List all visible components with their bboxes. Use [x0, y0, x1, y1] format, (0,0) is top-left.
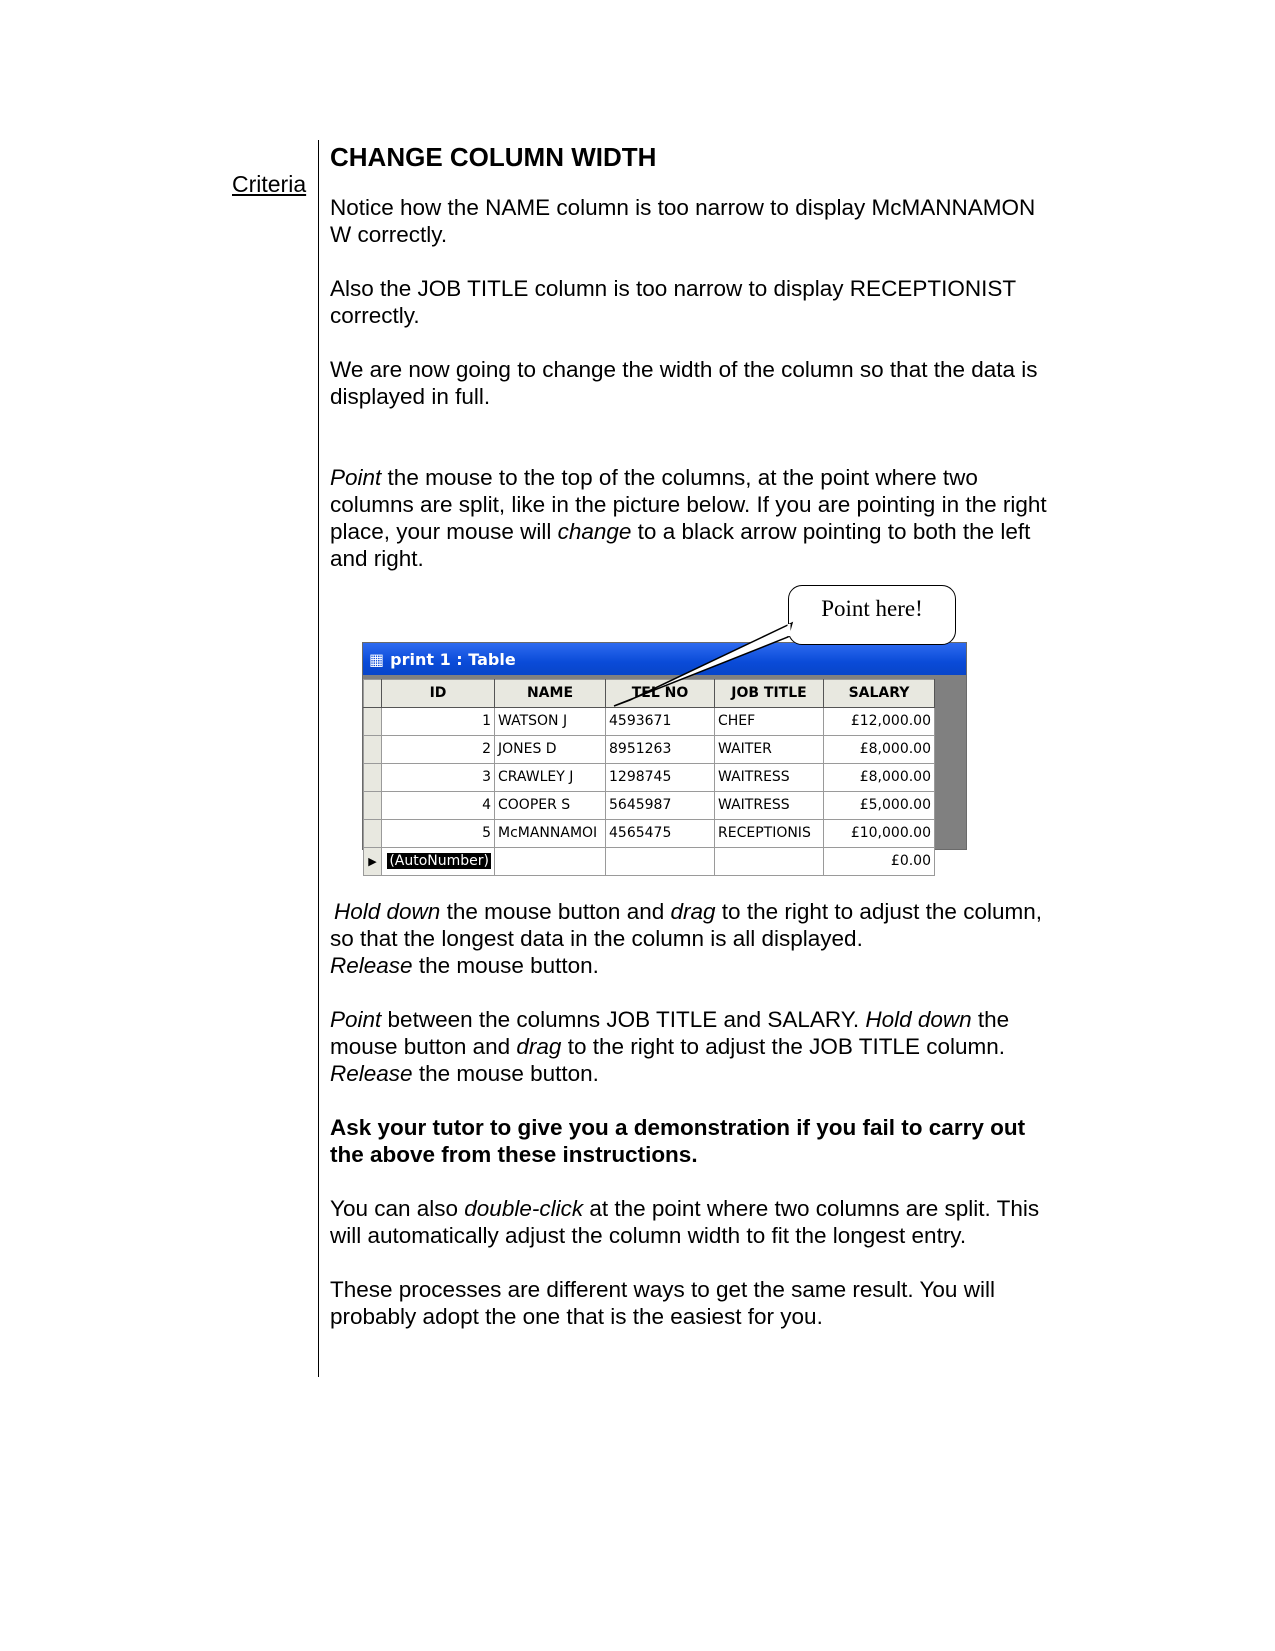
- table-screenshot-figure: [330, 580, 1050, 870]
- column-header-tel-no[interactable]: TEL NO: [606, 680, 715, 708]
- paragraph-job-title-column: Also the JOB TITLE column is too narrow to display RECEPTIONIST correctly.: [330, 276, 1016, 328]
- paragraph-job-title-salary: Point between the columns JOB TITLE and SALARY. Hold down the mouse button and drag to the right to adjust the JOB TITLE column. Release the mouse button.: [330, 1007, 1010, 1086]
- paragraph-change-width: We are now going to change the width of the column so that the data is displayed in full.: [330, 357, 1038, 409]
- cell-id[interactable]: 3: [382, 764, 495, 792]
- cell-salary[interactable]: £5,000.00: [824, 792, 935, 820]
- cell-name[interactable]: JONES D: [495, 736, 606, 764]
- cell-tel-no[interactable]: 4593671: [606, 708, 715, 736]
- paragraph-name-column: Notice how the NAME column is too narrow to display McMANNAMON W correctly.: [330, 195, 1036, 247]
- cell-id[interactable]: 2: [382, 736, 495, 764]
- new-record-row: [364, 848, 935, 876]
- cell-job-title[interactable]: WAITRESS: [715, 764, 824, 792]
- cell-salary[interactable]: £10,000.00: [824, 820, 935, 848]
- row-selector[interactable]: [364, 764, 382, 792]
- cell-tel-no[interactable]: 1298745: [606, 764, 715, 792]
- table-row: [364, 792, 935, 820]
- cell-salary[interactable]: £12,000.00: [824, 708, 935, 736]
- cell-job-title[interactable]: RECEPTIONIS: [715, 820, 824, 848]
- table-icon: ▦: [369, 650, 385, 669]
- paragraph-hold-drag: Hold down the mouse button and drag to the right to adjust the column, so that the longest data in the column is all displayed. Release the mouse button.: [330, 899, 1042, 978]
- row-selector[interactable]: [364, 792, 382, 820]
- table-row: [364, 820, 935, 848]
- table-row: [364, 708, 935, 736]
- current-row-arrow-icon[interactable]: ▶: [364, 848, 382, 876]
- row-selector[interactable]: [364, 708, 382, 736]
- cell-id[interactable]: 1: [382, 708, 495, 736]
- page-content: [330, 140, 1050, 1357]
- row-selector[interactable]: [364, 820, 382, 848]
- paragraph-double-click: You can also double-click at the point where two columns are split. This will automatically adjust the column width to fit the longest entry.: [330, 1196, 1040, 1248]
- point-here-callout: Point here!: [788, 585, 956, 645]
- cell-job-title[interactable]: CHEF: [715, 708, 824, 736]
- cell-name[interactable]: CRAWLEY J: [495, 764, 606, 792]
- page-title: CHANGE COLUMN WIDTH: [330, 142, 657, 172]
- cell-job-title[interactable]: WAITER: [715, 736, 824, 764]
- row-selector[interactable]: [364, 736, 382, 764]
- cell-job-title[interactable]: [715, 848, 824, 876]
- table-row: [364, 764, 935, 792]
- paragraph-ask-tutor: Ask your tutor to give you a demonstration if you fail to carry out the above from these instructions.: [330, 1115, 1026, 1167]
- window-title: print 1 : Table: [390, 650, 516, 669]
- cell-name[interactable]: WATSON J: [495, 708, 606, 736]
- paragraph-processes: These processes are different ways to get the same result. You will probably adopt the one that is the easiest for you.: [330, 1277, 995, 1329]
- cell-name[interactable]: COOPER S: [495, 792, 606, 820]
- cell-tel-no[interactable]: [606, 848, 715, 876]
- cell-salary[interactable]: £0.00: [824, 848, 935, 876]
- column-header-salary[interactable]: SALARY: [824, 680, 935, 708]
- cell-name[interactable]: [495, 848, 606, 876]
- cell-tel-no[interactable]: 5645987: [606, 792, 715, 820]
- callout-pointer: [330, 580, 970, 710]
- cell-autonumber[interactable]: (AutoNumber): [382, 848, 495, 876]
- margin-divider: [318, 140, 319, 1377]
- cell-tel-no[interactable]: 8951263: [606, 736, 715, 764]
- cell-job-title[interactable]: WAITRESS: [715, 792, 824, 820]
- column-header-id[interactable]: ID: [382, 680, 495, 708]
- cell-id[interactable]: 4: [382, 792, 495, 820]
- cell-salary[interactable]: £8,000.00: [824, 736, 935, 764]
- cell-salary[interactable]: £8,000.00: [824, 764, 935, 792]
- cell-name[interactable]: McMANNAMOI: [495, 820, 606, 848]
- cell-tel-no[interactable]: 4565475: [606, 820, 715, 848]
- criteria-label: Criteria: [232, 171, 307, 197]
- column-header-name[interactable]: NAME: [495, 680, 606, 708]
- table-row: [364, 736, 935, 764]
- column-header-job-title[interactable]: JOB TITLE: [715, 680, 824, 708]
- cell-id[interactable]: 5: [382, 820, 495, 848]
- paragraph-point-mouse: Point the mouse to the top of the columns, at the point where two columns are split, like in the picture below. If you are pointing in the right place, your mouse will change to a black arrow pointing to both the left and right.: [330, 465, 1047, 571]
